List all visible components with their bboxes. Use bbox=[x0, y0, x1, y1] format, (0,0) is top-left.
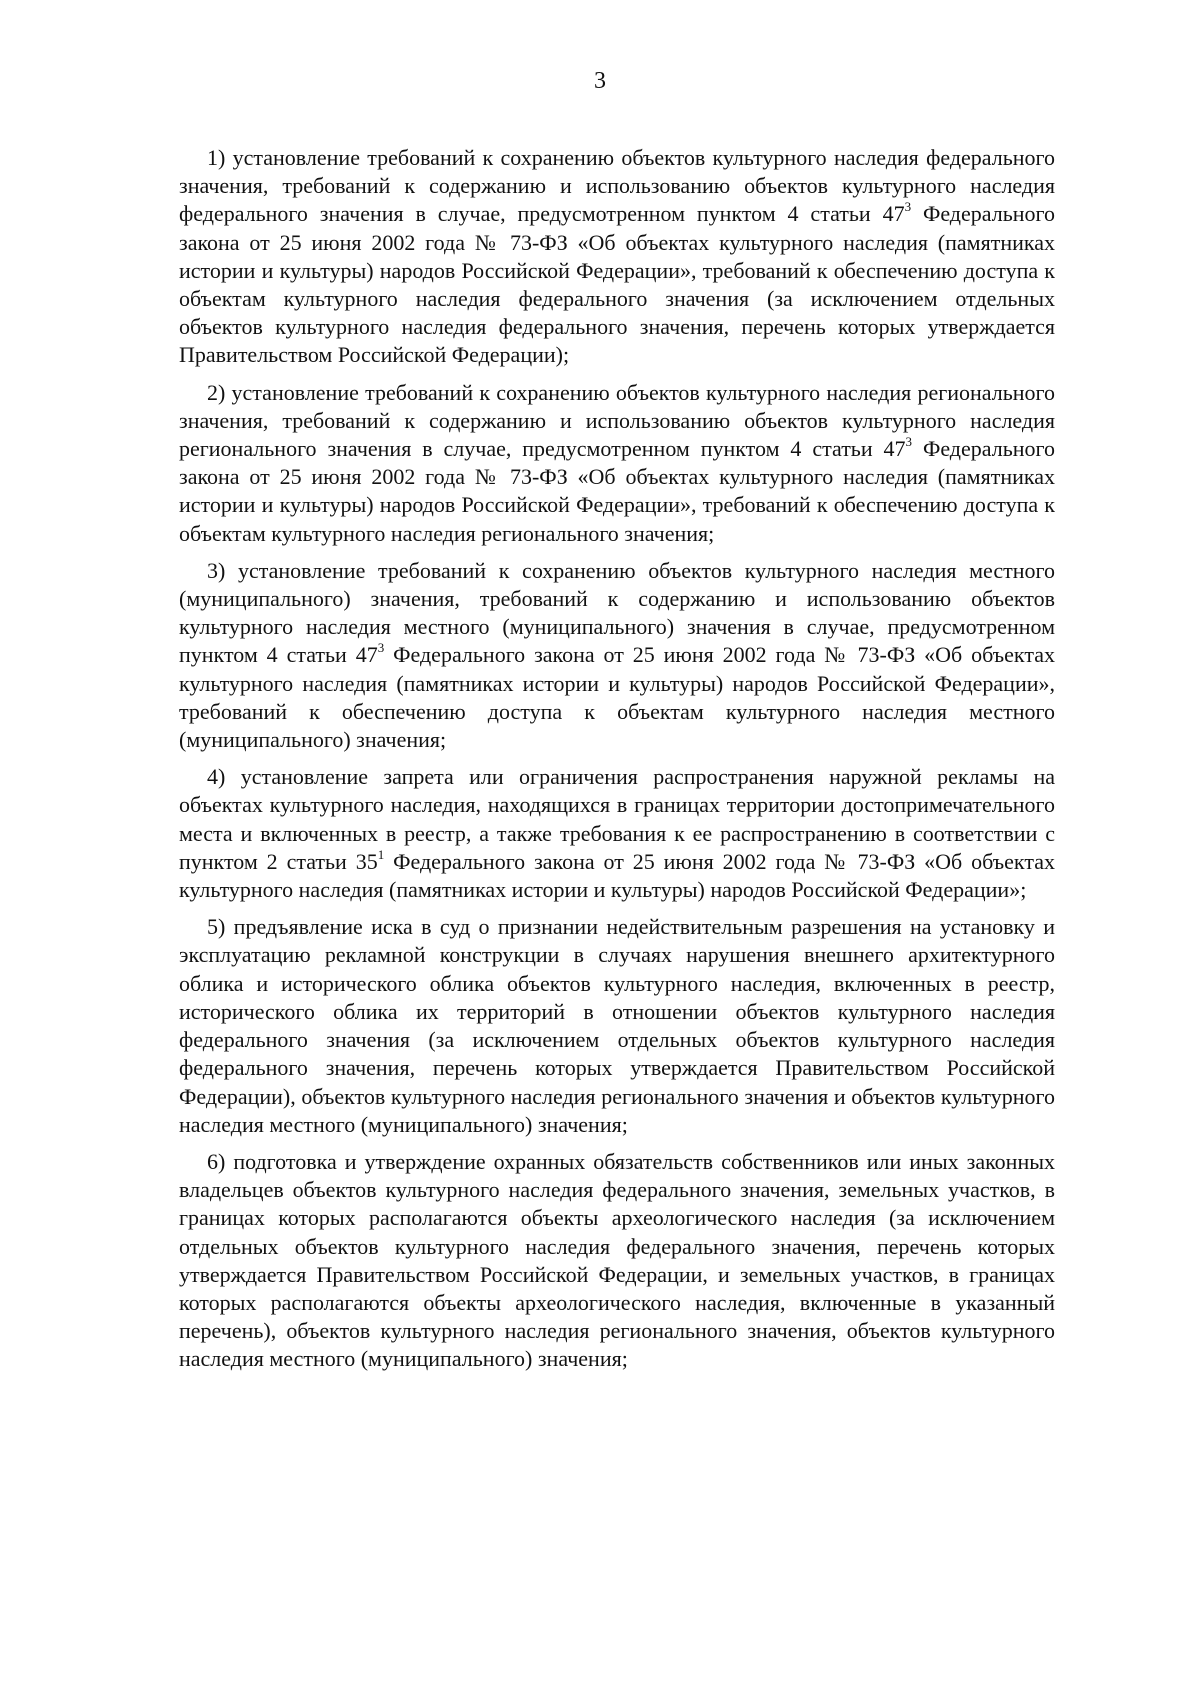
list-item-2-text: 2) установление требований к сохранению объектов культурного наследия регионального значения, требований к содержанию и использованию объектов культурного наследия регионального значения в случае, предусмотренном пунктом 4 статьи 47 bbox=[179, 379, 1055, 462]
list-item-1-text: 1) установление требований к сохранению объектов культурного наследия федерального значения, требований к содержанию и использованию объектов культурного наследия федерального значения в случае, предусмотренном пунктом 4 статьи 47 bbox=[179, 145, 1055, 227]
list-item-4-superscript: 1 bbox=[377, 846, 385, 862]
list-item-4 bbox=[179, 763, 1055, 904]
list-item-3-text: 3) установление требований к сохранению объектов культурного наследия местного (муниципального) значения, требований к содержанию и использованию объектов культурного наследия местного (муниципального) значения в случае, предусмотренном пунктом 4 статьи 47 bbox=[179, 557, 1055, 668]
list-item-2 bbox=[179, 379, 1055, 548]
list-item-4-text-cont: Федерального закона от 25 июня 2002 года № 73-ФЗ «Об объектах культурного наследия (памятниках истории и культуры) народов Российской Федерации»; bbox=[179, 848, 1055, 903]
list-item-1-superscript: 3 bbox=[904, 199, 912, 215]
list-item-1 bbox=[179, 144, 1055, 370]
list-item-2-text-cont: Федерального закона от 25 июня 2002 года № 73-ФЗ «Об объектах культурного наследия (памятниках истории и культуры) народов Российской Федерации», требований к обеспечению доступа к объектам культурного наследия регионального значения; bbox=[179, 436, 1055, 546]
list-item-3-superscript: 3 bbox=[377, 640, 385, 656]
list-item-1-text-cont: Федерального закона от 25 июня 2002 года № 73-ФЗ «Об объектах культурного наследия (памятниках истории и культуры) народов Российской Федерации», требований к обеспечению доступа к объектам культурного наследия федерального значения (за исключением отдельных объектов культурного наследия федерального значения, перечень которых утверждается Правительством Российской Федерации); bbox=[179, 201, 1055, 368]
list-item-3 bbox=[179, 557, 1055, 754]
document-body bbox=[179, 144, 1055, 1383]
list-item-6 bbox=[179, 1148, 1055, 1374]
page-number: 3 bbox=[594, 68, 606, 94]
list-item-3-text-cont: Федерального закона от 25 июня 2002 года № 73-ФЗ «Об объектах культурного наследия (памятниках истории и культуры) народов Российской Федерации», требований к обеспечению доступа к объектам культурного наследия местного (муниципального) значения; bbox=[179, 642, 1055, 753]
list-item-6-text: 6) подготовка и утверждение охранных обязательств собственников или иных законных владельцев объектов культурного наследия федерального значения, земельных участков, в границах которых располагаются объекты археологического наследия (за исключением отдельных объектов культурного наследия федерального значения, перечень которых утверждается Правительством Российской Федерации, и земельных участков, в границах которых располагаются объекты археологического наследия, включенные в указанный перечень), объектов культурного наследия регионального значения, объектов культурного наследия местного (муниципального) значения; bbox=[179, 1148, 1055, 1372]
list-item-5-text: 5) предъявление иска в суд о признании недействительным разрешения на установку и эксплуатацию рекламной конструкции в случаях нарушения внешнего архитектурного облика и исторического облика объектов культурного наследия, включенных в реестр, исторического облика их территорий в отношении объектов культурного наследия федерального значения (за исключением отдельных объектов культурного наследия федерального значения, перечень которых утверждается Правительством Российской Федерации), объектов культурного наследия регионального значения и объектов культурного наследия местного (муниципального) значения; bbox=[179, 914, 1055, 1137]
list-item-5 bbox=[179, 913, 1055, 1139]
list-item-2-superscript: 3 bbox=[905, 433, 913, 449]
list-item-4-text: 4) установление запрета или ограничения распространения наружной рекламы на объектах культурного наследия, находящихся в границах территории достопримечательного места и включенных в реестр, а также требования к ее распространению в соответствии с пунктом 2 статьи 35 bbox=[179, 764, 1055, 874]
